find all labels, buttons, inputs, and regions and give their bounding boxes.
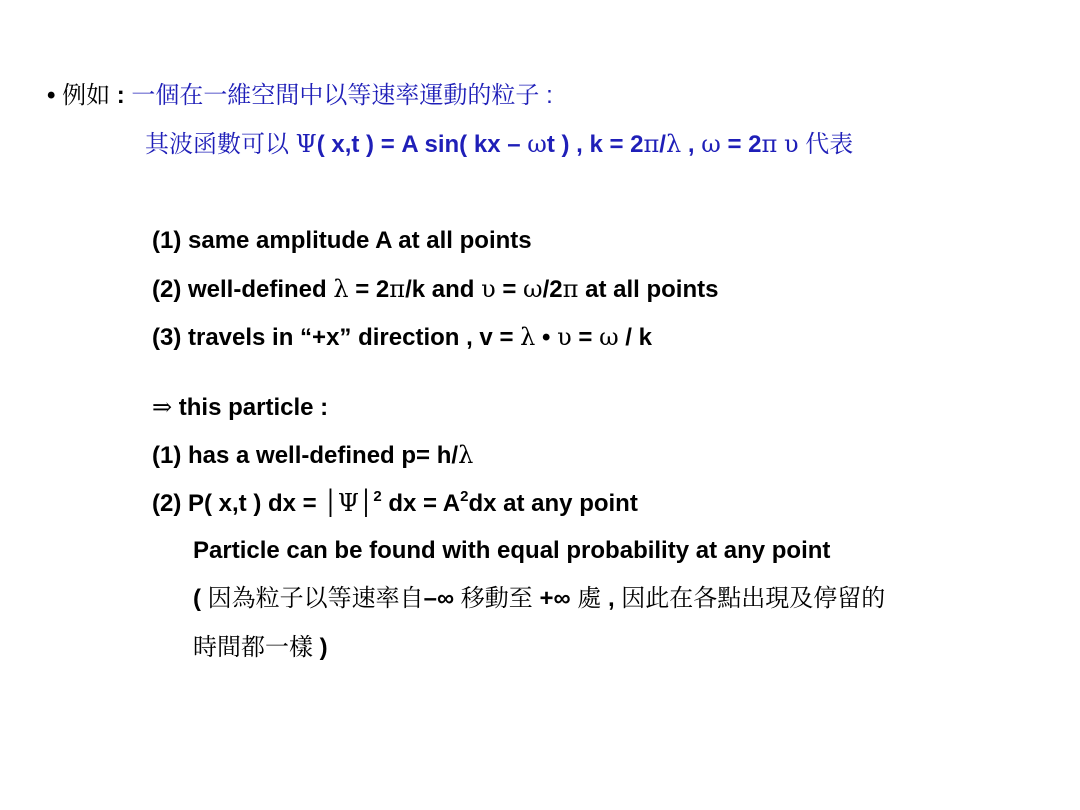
pi-symbol: π [389, 275, 406, 303]
upsilon-symbol: υ [481, 275, 496, 303]
slash: / [659, 131, 666, 158]
exponent: 2 [373, 488, 382, 505]
conclusion-2 [152, 488, 638, 519]
wavefunction-suffix: 代表 [798, 131, 854, 158]
implies-arrow-icon: ⇒ [152, 393, 173, 421]
note-text-b: 移動至 [454, 585, 540, 612]
property-2-text-b: = 2 [348, 276, 390, 303]
comma: , [681, 131, 702, 158]
abs-bar-open: │ [323, 489, 338, 517]
wavefunction-prefix: 其波函數可以 [145, 131, 296, 158]
conclusion-heading-text: this particle : [172, 394, 329, 421]
note-text-c: 處 [570, 585, 602, 612]
pi-symbol: π [761, 130, 778, 158]
conclusion-2-text-a: (2) P( x,t ) dx = [152, 490, 324, 517]
property-2-text-d: = [495, 276, 524, 303]
intro-line [47, 81, 553, 111]
wavefunction-formula-a: ( x,t ) = A sin( kx – [316, 131, 528, 158]
exponent: 2 [460, 488, 469, 505]
note-close-paren: ) [313, 634, 328, 661]
property-1: (1) same amplitude A at all points [152, 227, 532, 254]
intro-text: 一個在一維空間中以等速率運動的粒子 : [131, 82, 553, 109]
psi-symbol: Ψ [337, 489, 359, 517]
negative-infinity: –∞ [423, 585, 455, 612]
space [777, 131, 784, 158]
conclusion-3: Particle can be found with equal probability at any point [193, 537, 831, 564]
property-2-text-a: (2) well-defined [152, 276, 334, 303]
abs-bar-close: │ [358, 489, 374, 517]
property-2-text-f: at all points [578, 276, 719, 303]
note-text-d: 因此在各點出現及停留的 [621, 585, 886, 612]
property-2-text-e: /2 [542, 276, 563, 303]
property-3 [152, 322, 652, 353]
omega-symbol: ω [701, 130, 721, 158]
psi-symbol: Ψ [295, 130, 317, 158]
property-3-text-b: • [535, 324, 558, 351]
wavefunction-line [145, 129, 853, 160]
pi-symbol: π [562, 275, 579, 303]
intro-separator: : [110, 82, 132, 109]
note-comma: , [601, 585, 622, 612]
conclusion-1-text: (1) has a well-defined p= h/ [152, 442, 459, 469]
pi-symbol: π [643, 130, 660, 158]
omega-symbol: ω [527, 130, 547, 158]
note-text-a: 因為粒子以等速率自 [207, 585, 424, 612]
conclusion-2-text-c: dx at any point [468, 490, 638, 517]
upsilon-symbol: υ [783, 130, 799, 158]
upsilon-symbol: υ [557, 323, 572, 351]
lambda-symbol: λ [665, 130, 682, 158]
property-3-text-a: (3) travels in “+x” direction , v = [152, 324, 521, 351]
bullet-icon: • [47, 82, 56, 109]
lambda-symbol: λ [333, 275, 349, 303]
conclusion-heading [152, 392, 328, 423]
conclusion-2-text-b: dx = A [381, 490, 461, 517]
omega-symbol: ω [523, 275, 543, 303]
lambda-symbol: λ [458, 441, 474, 469]
conclusion-1 [152, 440, 473, 471]
omega-symbol: ω [599, 323, 619, 351]
intro-label: 例如 [62, 82, 111, 109]
note-open-paren: ( [193, 585, 208, 612]
equals-two: = 2 [720, 131, 762, 158]
property-2 [152, 274, 718, 305]
wavefunction-formula-b: t ) , k = 2 [546, 131, 644, 158]
conclusion-note-line-2 [193, 633, 328, 663]
property-3-text-c: = [571, 324, 600, 351]
property-2-text-c: /k and [405, 276, 482, 303]
property-3-text-d: / k [618, 324, 652, 351]
note-text-e: 時間都一樣 [193, 634, 313, 661]
positive-infinity: +∞ [539, 585, 571, 612]
conclusion-note-line-1 [193, 584, 885, 614]
lambda-symbol: λ [520, 323, 536, 351]
